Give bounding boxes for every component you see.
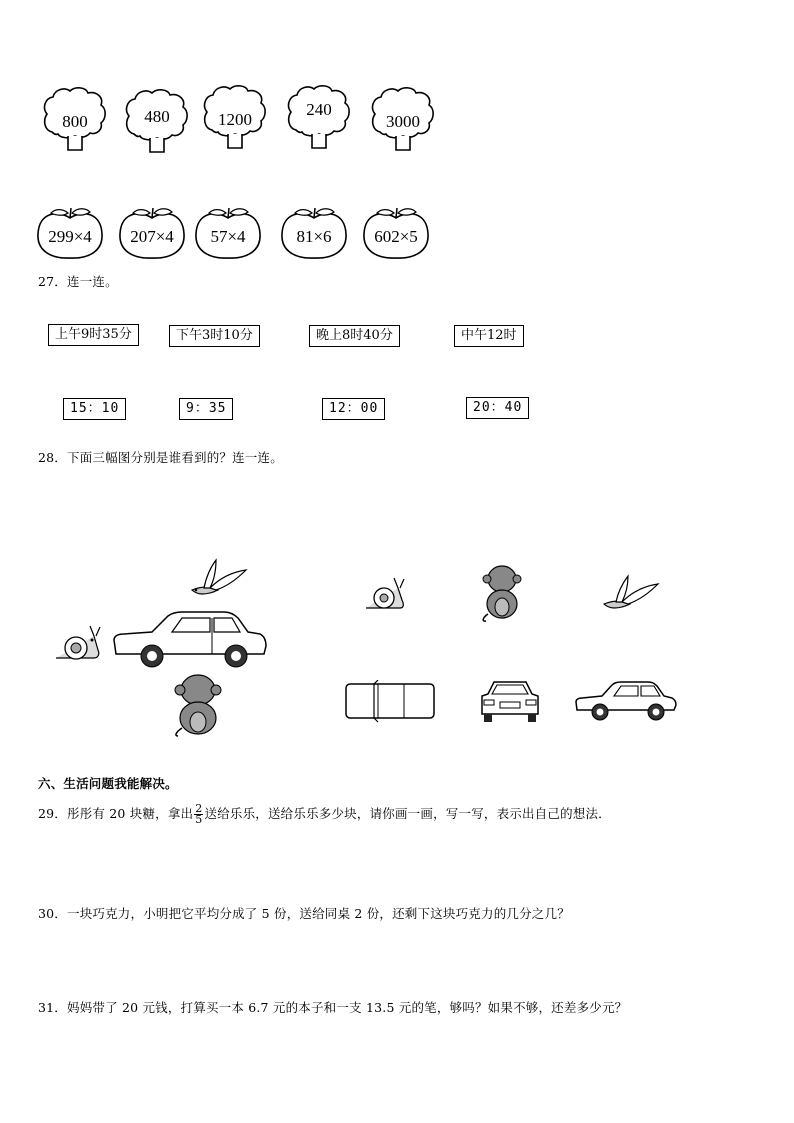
apple-expression: 81×6 xyxy=(296,227,332,246)
tree-card[interactable] xyxy=(202,84,268,152)
tree-value: 3000 xyxy=(386,112,420,131)
tree-card[interactable] xyxy=(286,84,352,152)
tree-value: 480 xyxy=(144,107,170,126)
tree-value: 1200 xyxy=(218,110,252,129)
question-31: 31．妈妈带了 20 元钱，打算买一本 6.7 元的本子和一支 13.5 元的笔，够吗？如果不够，还差多少元？ xyxy=(38,1000,628,1015)
tree-card[interactable] xyxy=(124,88,190,156)
apple-expression: 207×4 xyxy=(130,227,174,246)
apple-card[interactable] xyxy=(118,204,186,260)
apple-card[interactable] xyxy=(36,204,104,260)
time-text-box[interactable]: 下午3时10分 xyxy=(169,325,260,347)
scene-illustration xyxy=(40,550,310,740)
apple-expression: 299×4 xyxy=(48,227,92,246)
apple-card[interactable] xyxy=(194,204,262,260)
question-27-title: 27．连一连。 xyxy=(38,274,118,289)
time-text-box[interactable]: 中午12时 xyxy=(454,325,524,347)
section-6-title: 六、生活问题我能解决。 xyxy=(38,776,178,791)
fraction-denominator: 5 xyxy=(195,813,203,826)
time-digital-box[interactable]: 20：40 xyxy=(466,397,529,419)
bird-icon xyxy=(192,560,246,594)
time-text-box[interactable]: 晚上8时40分 xyxy=(309,325,400,347)
tree-row xyxy=(0,0,794,160)
fraction-numerator: 2 xyxy=(195,802,203,815)
question-29-suffix: 送给乐乐，送给乐乐多少块，请你画一画，写一写，表示出自己的想法． xyxy=(204,806,611,821)
apple-card[interactable] xyxy=(362,204,430,260)
tree-card[interactable] xyxy=(370,86,436,154)
time-digital-box[interactable]: 15：10 xyxy=(63,398,126,420)
tree-value: 800 xyxy=(62,112,88,131)
bird-view-option[interactable] xyxy=(602,574,662,616)
question-30: 30．一块巧克力，小明把它平均分成了 5 份，送给同桌 2 份，还剩下这块巧克力的几分之几？ xyxy=(38,906,570,921)
monkey-view-option[interactable] xyxy=(480,564,524,622)
snail-view-option[interactable] xyxy=(364,574,408,618)
time-text-box[interactable]: 上午9时35分 xyxy=(48,324,139,346)
car-top-view-option[interactable] xyxy=(344,680,438,724)
car-front-view-option[interactable] xyxy=(478,678,542,724)
apple-expression: 57×4 xyxy=(210,227,246,246)
snail-icon xyxy=(56,626,100,659)
car-side-view-option[interactable] xyxy=(574,680,678,724)
time-digital-box[interactable]: 9：35 xyxy=(179,398,233,420)
apple-expression: 602×5 xyxy=(374,227,418,246)
car-side-icon xyxy=(114,612,266,667)
apple-row xyxy=(0,200,794,264)
monkey-icon xyxy=(175,675,221,736)
tree-card[interactable] xyxy=(42,86,108,154)
question-29 xyxy=(38,804,611,825)
fraction xyxy=(194,804,203,825)
question-29-prefix: 29．彤彤有 20 块糖，拿出 xyxy=(38,806,194,821)
time-digital-box[interactable]: 12：00 xyxy=(322,398,385,420)
question-28-title: 28．下面三幅图分别是谁看到的？连一连。 xyxy=(38,450,283,465)
tree-value: 240 xyxy=(306,100,332,119)
apple-card[interactable] xyxy=(280,204,348,260)
